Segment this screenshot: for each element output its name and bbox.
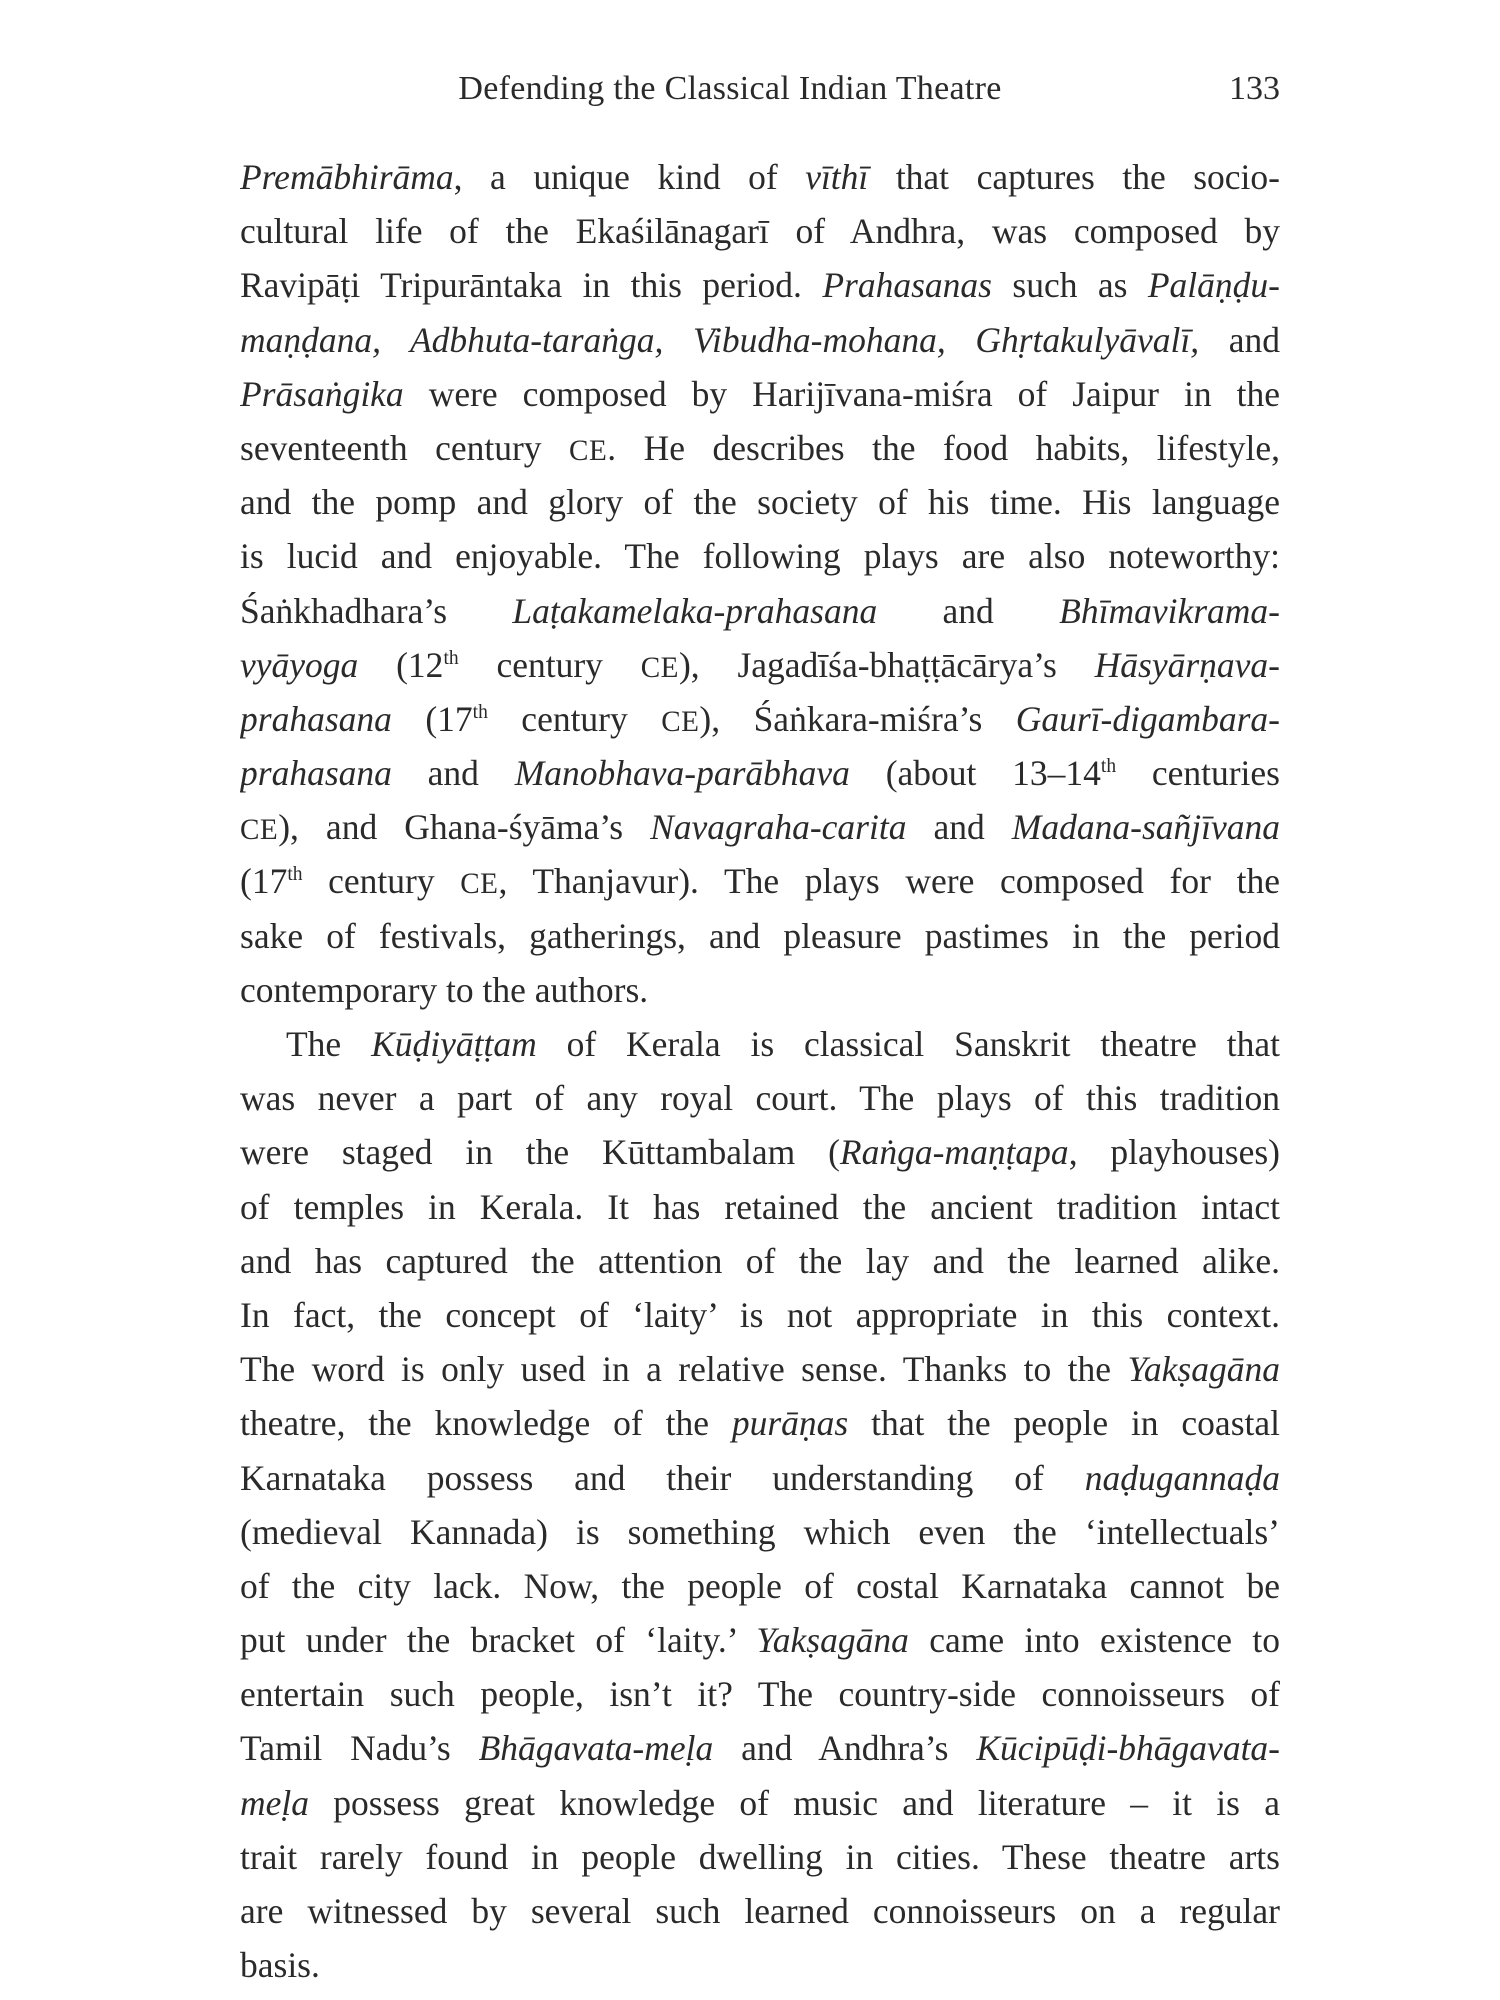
- text-run: (17: [240, 861, 288, 902]
- text-run: (medieval Kannada) is something which even the ‘intellectuals’: [240, 1511, 1280, 1552]
- text-line: [240, 1017, 1280, 1071]
- superscript: th: [1100, 756, 1117, 778]
- text-line: [240, 1125, 1280, 1179]
- text-line: [240, 475, 1280, 529]
- text-run: , playhouses): [1068, 1132, 1280, 1173]
- era-abbreviation: CE: [460, 868, 499, 901]
- text-run: basis.: [240, 1945, 320, 1986]
- era-abbreviation: CE: [661, 705, 700, 738]
- text-run: (17: [391, 698, 473, 739]
- text-line: [240, 1667, 1280, 1721]
- text-run: century: [458, 644, 641, 685]
- page-number: 133: [1229, 70, 1280, 107]
- text-line: [240, 638, 1280, 692]
- text-run: sake of festivals, gatherings, and pleasure pastimes in the period: [240, 915, 1280, 956]
- italic-term: Premābhirāma: [240, 157, 454, 197]
- text-line: [240, 367, 1280, 421]
- text-line: [240, 1938, 1280, 1992]
- italic-term: prahasana: [240, 698, 392, 739]
- text-line: [240, 1071, 1280, 1125]
- italic-term: naḍugannaḍa: [1084, 1457, 1280, 1498]
- text-line: [240, 204, 1280, 258]
- italic-term: Prāsaṅgika: [240, 373, 404, 414]
- italic-term: Hāsyārṇava-: [1094, 644, 1280, 685]
- text-run: Karnataka possess and their understanding of: [240, 1457, 1085, 1498]
- italic-term: Palāṇḍu-: [1147, 265, 1280, 306]
- text-run: centuries: [1116, 753, 1280, 794]
- italic-term: Raṅga-maṇṭapa: [839, 1132, 1069, 1173]
- text-line: [240, 421, 1280, 475]
- italic-term: Yakṣagāna: [1127, 1349, 1280, 1390]
- text-run: (about 13–14: [849, 753, 1101, 794]
- text-run: is lucid and enjoyable. The following plays are also noteworthy:: [240, 536, 1280, 577]
- text-line: [240, 258, 1280, 312]
- text-line: [240, 313, 1280, 367]
- text-run: and the pomp and glory of the society of his time. His language: [240, 482, 1280, 523]
- superscript: th: [443, 647, 459, 669]
- text-run: Śaṅkhadhara’s: [240, 590, 513, 631]
- text-run: The: [286, 1024, 372, 1064]
- text-run: ), Śaṅkara-miśra’s: [699, 698, 1016, 739]
- italic-term: Kūcipūḍi-bhāgavata-: [976, 1728, 1280, 1769]
- text-line: [240, 1396, 1280, 1450]
- italic-term: purāṇas: [731, 1403, 849, 1444]
- text-run: and: [877, 590, 1060, 631]
- text-run: of temples in Kerala. It has retained the ancient tradition intact: [240, 1186, 1280, 1227]
- text-line: [240, 1288, 1280, 1342]
- text-line: [240, 1776, 1280, 1830]
- text-run: ), Jagadīśa-bhaṭṭācārya’s: [678, 644, 1095, 685]
- text-line: [240, 963, 1280, 1017]
- text-run: of Kerala is classical Sanskrit theatre that: [536, 1024, 1280, 1064]
- text-line: [240, 692, 1280, 746]
- text-line: [240, 584, 1280, 638]
- italic-term: meḷa: [240, 1782, 310, 1823]
- running-header: [240, 70, 1280, 120]
- text-line: [240, 909, 1280, 963]
- text-run: possess great knowledge of music and literature – it is a: [309, 1782, 1280, 1823]
- paragraph: [240, 1017, 1280, 1992]
- text-run: were staged in the Kūttambalam (: [240, 1132, 840, 1173]
- text-run: . He describes the food habits, lifestyle,: [607, 427, 1280, 468]
- era-abbreviation: CE: [240, 814, 279, 847]
- text-line: [240, 1613, 1280, 1667]
- italic-term: maṇḍana, Adbhuta-taraṅga, Vibudha-mohana, Ghṛtakulyāvalī,: [240, 319, 1200, 360]
- text-run: The word is only used in a relative sense. Thanks to the: [240, 1349, 1128, 1390]
- text-run: trait rarely found in people dwelling in cities. These theatre arts: [240, 1836, 1280, 1877]
- text-run: (12: [358, 644, 444, 685]
- text-run: were composed by Harijīvana-miśra of Jaipur in the: [403, 373, 1280, 414]
- text-line: [240, 1451, 1280, 1505]
- text-line: [240, 1721, 1280, 1775]
- text-run: ), and Ghana-śyāma’s: [278, 807, 651, 848]
- text-run: Ravipāṭi Tripurāntaka in this period.: [240, 265, 823, 306]
- text-run: and: [391, 753, 515, 794]
- text-line: [240, 854, 1280, 908]
- superscript: th: [472, 702, 488, 724]
- text-run: theatre, the knowledge of the: [240, 1403, 732, 1444]
- era-abbreviation: CE: [569, 434, 608, 467]
- italic-term: Kūḍiyāṭṭam: [371, 1024, 537, 1064]
- text-line: [240, 1505, 1280, 1559]
- era-abbreviation: CE: [640, 651, 679, 684]
- text-line: [240, 1559, 1280, 1613]
- italic-term: Gaurī-digambara-: [1015, 698, 1280, 739]
- italic-term: Navagraha-carita: [650, 807, 907, 848]
- paragraph: [240, 150, 1280, 1017]
- text-run: and: [1199, 319, 1280, 360]
- text-run: century: [302, 861, 461, 902]
- text-line: [240, 529, 1280, 583]
- text-line: [240, 1342, 1280, 1396]
- text-run: of the city lack. Now, the people of costal Karnataka cannot be: [240, 1565, 1280, 1606]
- italic-term: Manobhava-parābhava: [514, 753, 850, 794]
- italic-term: vīthī: [805, 157, 869, 197]
- text-run: was never a part of any royal court. The plays of this tradition: [240, 1078, 1280, 1119]
- italic-term: Bhāgavata-meḷa: [478, 1728, 714, 1769]
- text-run: put under the bracket of ‘laity.’: [240, 1620, 757, 1661]
- text-run: In fact, the concept of ‘laity’ is not appropriate in this context.: [240, 1294, 1280, 1335]
- text-run: Tamil Nadu’s: [240, 1728, 479, 1769]
- text-run: came into existence to: [908, 1620, 1280, 1661]
- text-line: [240, 1884, 1280, 1938]
- text-run: , a unique kind of: [453, 157, 806, 197]
- text-line: [240, 800, 1280, 854]
- text-run: that the people in coastal: [848, 1403, 1280, 1444]
- text-run: , Thanjavur). The plays were composed for the: [498, 861, 1280, 902]
- text-run: cultural life of the Ekaśilānagarī of Andhra, was composed by: [240, 211, 1280, 252]
- italic-term: prahasana: [240, 753, 392, 794]
- text-line: [240, 1234, 1280, 1288]
- italic-term: Madana-sañjīvana: [1011, 807, 1280, 848]
- italic-term: Prahasanas: [822, 265, 992, 306]
- italic-term: Yakṣagāna: [756, 1620, 909, 1661]
- text-line: [240, 1830, 1280, 1884]
- text-run: and Andhra’s: [713, 1728, 977, 1769]
- text-run: and: [906, 807, 1012, 848]
- text-run: that captures the socio-: [868, 157, 1280, 197]
- text-line: [240, 1180, 1280, 1234]
- text-run: such as: [991, 265, 1148, 306]
- text-run: seventeenth century: [240, 427, 570, 468]
- italic-term: Bhīmavikrama-: [1059, 590, 1280, 631]
- body-text: [240, 150, 1280, 1992]
- text-run: entertain such people, isn’t it? The country-side connoisseurs of: [240, 1674, 1280, 1715]
- text-run: contemporary to the authors.: [240, 969, 649, 1010]
- italic-term: Laṭakamelaka-prahasana: [512, 590, 878, 631]
- text-run: are witnessed by several such learned connoisseurs on a regular: [240, 1891, 1280, 1931]
- text-line: [240, 150, 1280, 204]
- text-run: and has captured the attention of the lay and the learned alike.: [240, 1240, 1280, 1281]
- italic-term: vyāyoga: [240, 644, 359, 685]
- text-line: [240, 746, 1280, 800]
- running-title: Defending the Classical Indian Theatre: [458, 70, 1002, 107]
- text-run: century: [487, 698, 662, 739]
- superscript: th: [287, 864, 303, 886]
